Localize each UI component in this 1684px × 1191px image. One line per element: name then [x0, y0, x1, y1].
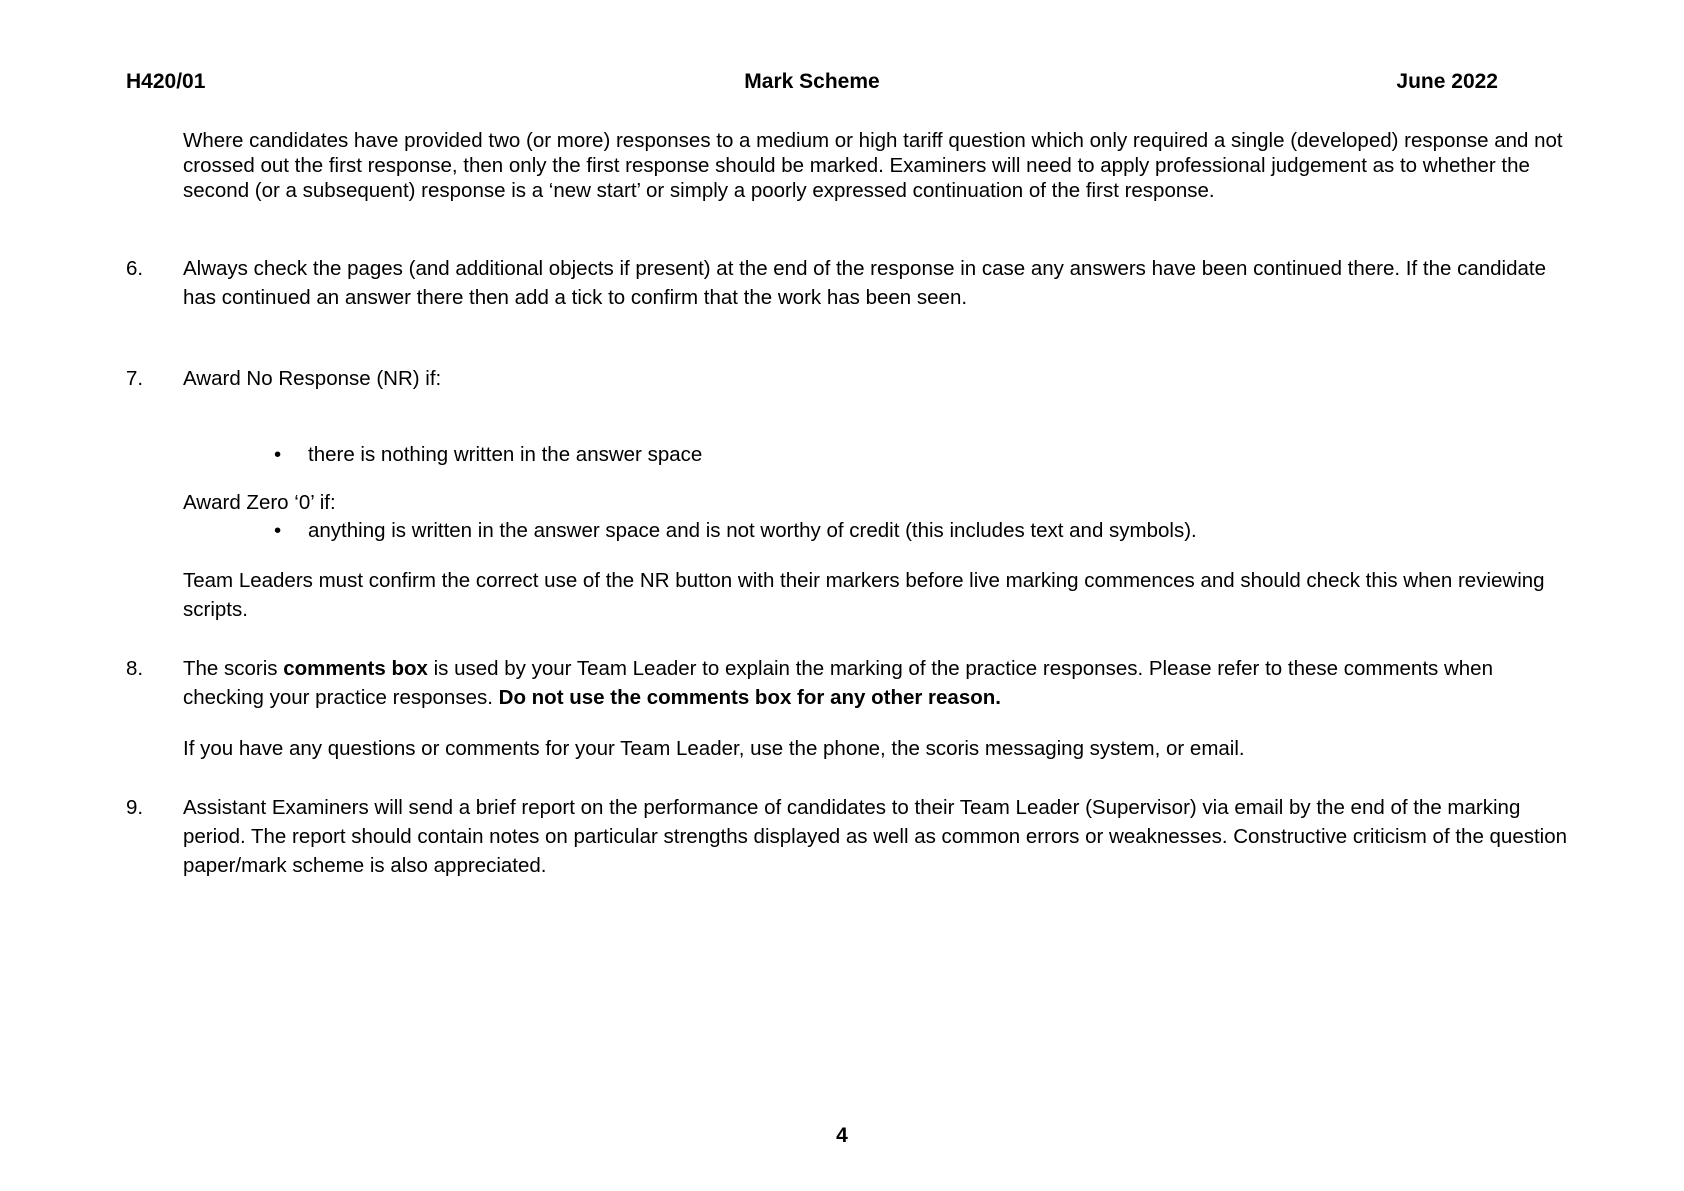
nr-bullet-text: there is nothing written in the answer space — [308, 443, 703, 466]
comments-box-term: comments box — [283, 657, 428, 680]
item-7-text: Award No Response (NR) if: — [183, 367, 442, 390]
zero-heading: Award Zero ‘0’ if: — [183, 491, 336, 514]
bullet-icon: • — [274, 519, 282, 542]
item-6-text: Always check the pages (and additional objects if present) at the end of the response in case any answers have been continued there. If the candidate has continued an answer there then add a tick to confirm that the work has been seen. — [183, 257, 1546, 309]
item-8-text-c: is used by your Team Leader to explain the marking of the practice responses. Please refer to these comments when checking your practice responses. — [183, 657, 1493, 709]
item-8-text-a: The scoris — [183, 657, 284, 680]
item-9-text: Assistant Examiners will send a brief report on the performance of candidates to their Team Leader (Supervisor) via email by the end of the marking period. The report should contain notes on particular strengths displayed as well as common errors or weaknesses. Constructive criticism of the question paper/mark scheme is also appreciated. — [183, 796, 1568, 877]
document-date: June 2022 — [1396, 70, 1498, 93]
item-8-followup: If you have any questions or comments for your Team Leader, use the phone, the scoris messaging system, or email. — [183, 737, 1245, 760]
page-number: 4 — [836, 1124, 848, 1147]
page-header — [126, 70, 1498, 96]
comments-box-warning: Do not use the comments box for any other reason. — [498, 686, 1001, 709]
item-9-number: 9. — [126, 796, 144, 819]
zero-bullet-text: anything is written in the answer space and is not worthy of credit (this includes text and symbols). — [308, 519, 1197, 542]
team-leaders-note: Team Leaders must confirm the correct use of the NR button with their markers before live marking commences and should check this when reviewing scripts. — [183, 569, 1545, 621]
item-6-number: 6. — [126, 257, 144, 280]
paper-code: H420/01 — [126, 70, 206, 93]
item-8-text — [183, 654, 1568, 712]
intro-paragraph: Where candidates have provided two (or more) responses to a medium or high tariff question which only required a single (developed) response and not crossed out the first response, then only the first response should be marked. Examiners will need to apply professional judgement as to whether the second (or a subsequent) response is a ‘new start’ or simply a poorly expressed continuation of the first response. — [183, 129, 1563, 202]
item-7-number: 7. — [126, 367, 144, 390]
item-8-number: 8. — [126, 657, 144, 680]
document-title: Mark Scheme — [744, 70, 880, 93]
bullet-icon: • — [274, 443, 282, 466]
